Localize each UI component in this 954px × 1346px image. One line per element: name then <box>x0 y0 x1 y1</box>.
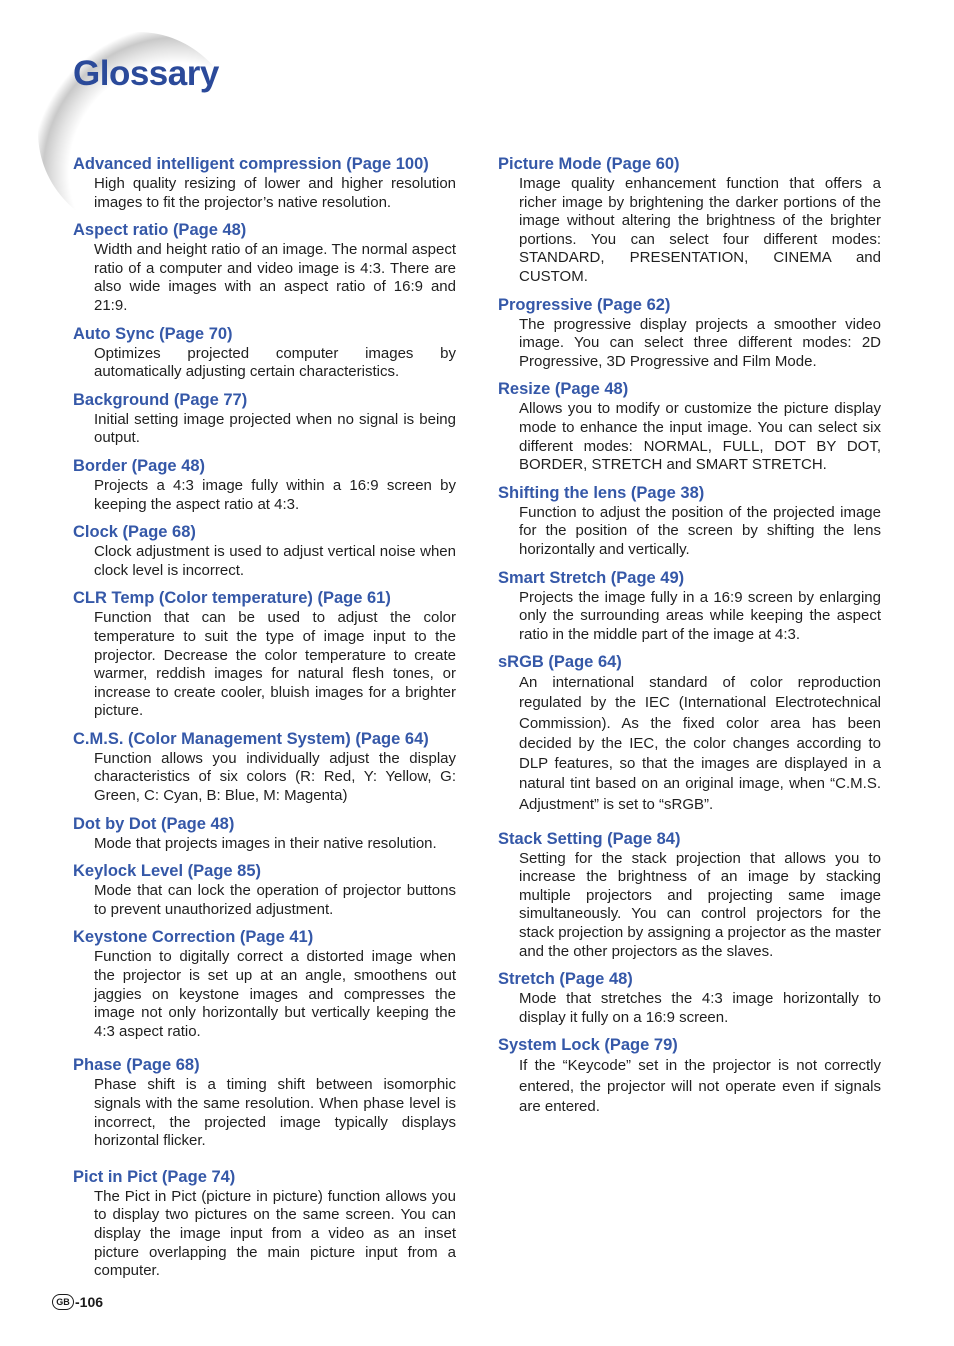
glossary-term: Keylock Level (Page 85) <box>73 862 262 881</box>
glossary-definition: The progressive display projects a smoother video image. You can select three different modes: 2D Progressive, 3D Progressive and Film Mode. <box>519 315 881 370</box>
glossary-entry <box>73 927 456 1041</box>
glossary-term: Stack Setting (Page 84) <box>498 829 681 848</box>
glossary-entry <box>73 1055 456 1150</box>
glossary-definition: If the “Keycode” set in the projector is not correctly entered, the projector will not operate even if signals are entered. <box>519 1057 881 1116</box>
glossary-term: Keystone Correction (Page 41) <box>73 928 314 947</box>
glossary-definition: Clock adjustment is used to adjust vertical noise when clock level is incorrect. <box>94 543 456 579</box>
page-number: -106 <box>75 1294 104 1310</box>
glossary-entry <box>73 154 456 212</box>
glossary-definition: Setting for the stack projection that allows you to increase the brightness of an image by stacking multiple projectors and projecting same image simultaneously. You can control projectors for the stack projection by assigning a projector as the master and the other projectors as the slaves. <box>519 849 881 960</box>
glossary-entry <box>498 379 881 474</box>
page-title: Glossary <box>73 54 219 93</box>
glossary-definition: The Pict in Pict (picture in picture) function allows you to display two pictures on the same screen. You can display the image input from a video as an inset picture overlapping the main picture input from a computer. <box>94 1187 456 1280</box>
glossary-definition: Allows you to modify or customize the picture display mode to enhance the input image. You can select six different modes: NORMAL, FULL, DOT BY DOT, BORDER, STRETCH and SMART STRETCH. <box>519 400 881 474</box>
glossary-definition: Optimizes projected computer images by automatically adjusting certain characteristics. <box>94 344 456 381</box>
glossary-term: Background (Page 77) <box>73 390 248 409</box>
glossary-entry <box>73 456 456 514</box>
glossary-entry <box>498 1035 881 1118</box>
glossary-term: Auto Sync (Page 70) <box>73 324 233 343</box>
glossary-definition: Phase shift is a timing shift between isomorphic signals with the same resolution. When phase level is incorrect, the projected image typically displays horizontal flicker. <box>94 1076 456 1150</box>
glossary-entry <box>498 483 881 560</box>
glossary-column-left <box>73 154 456 1281</box>
glossary-term: Pict in Pict (Page 74) <box>73 1167 236 1186</box>
glossary-entry <box>73 588 456 721</box>
glossary-definition: Projects a 4:3 image fully within a 16:9 screen by keeping the aspect ratio at 4:3. <box>94 476 456 513</box>
region-badge: GB <box>52 1294 74 1310</box>
glossary-term: Resize (Page 48) <box>498 380 629 399</box>
glossary-entry <box>73 1167 456 1281</box>
glossary-entry <box>498 652 881 814</box>
glossary-term: Border (Page 48) <box>73 456 206 475</box>
glossary-entry <box>498 295 881 372</box>
page-footer <box>52 1294 103 1310</box>
glossary-entry <box>73 861 456 919</box>
glossary-term: Aspect ratio (Page 48) <box>73 221 247 240</box>
glossary-definition: Width and height ratio of an image. The normal aspect ratio of a computer and video image is 4:3. There are also wide images with an aspect ratio of 16:9 and 21:9. <box>94 241 456 314</box>
glossary-definition: Image quality enhancement function that offers a richer image by brightening the darker portions of the image without altering the brightness of the brighter portions. You can select four different modes: STANDARD, PRESENTATION, CINEMA and CUSTOM. <box>519 175 881 285</box>
glossary-term: Shifting the lens (Page 38) <box>498 483 705 502</box>
glossary-term: CLR Temp (Color temperature) (Page 61) <box>73 589 391 608</box>
glossary-term: C.M.S. (Color Management System) (Page 64) <box>73 729 429 748</box>
glossary-term: Clock (Page 68) <box>73 523 196 542</box>
glossary-entry <box>498 568 881 645</box>
glossary-entry <box>73 220 456 315</box>
glossary-definition: Mode that stretches the 4:3 image horizontally to display it fully on a 16:9 screen. <box>519 990 881 1026</box>
glossary-term: Dot by Dot (Page 48) <box>73 814 235 833</box>
glossary-definition: Projects the image fully in a 16:9 screen by enlarging only the surrounding areas while keeping the aspect ratio in the middle part of the image at 4:3. <box>519 588 881 643</box>
glossary-definition: Function allows you individually adjust the display characteristics of six colors (R: Red, Y: Yellow, G: Green, C: Cyan, B: Blue, M: Magenta) <box>94 749 456 805</box>
glossary-definition: An international standard of color reproduction regulated by the IEC (International Electrotechnical Commission). As the fixed color area has been decided by the IEC, the color changes according to DLP features, so that the images are displayed in a natural tint based on an original image, when “C.M.S. Adjustment” is set to “sRGB”. <box>519 674 881 813</box>
glossary-definition: Mode that projects images in their native resolution. <box>94 834 437 852</box>
glossary-term: Phase (Page 68) <box>73 1056 200 1075</box>
glossary-entry <box>498 154 881 287</box>
glossary-term: sRGB (Page 64) <box>498 653 622 672</box>
glossary-definition: Function to digitally correct a distorted image when the projector is set up at an angle, smoothens out jaggies on keystone images and compresses the image not only horizontally but vertically keeping the 4:3 aspect ratio. <box>94 948 456 1040</box>
glossary-entry <box>73 814 456 854</box>
glossary-entry <box>73 729 456 806</box>
glossary-definition: Function that can be used to adjust the color temperature to suit the type of image input to the projector. Decrease the color temperature to create warmer, reddish images for natural flesh tones, or increase to create cooler, bluish images for a brighter picture. <box>94 609 456 720</box>
glossary-column-right <box>498 154 881 1118</box>
glossary-entry <box>73 522 456 580</box>
glossary-definition: Function to adjust the position of the projected image for the position of the screen by shifting the lens horizontally and vertically. <box>519 503 881 558</box>
glossary-term: Smart Stretch (Page 49) <box>498 568 685 587</box>
glossary-term: Picture Mode (Page 60) <box>498 155 680 173</box>
glossary-term: Advanced intelligent compression (Page 100) <box>73 155 429 173</box>
glossary-definition: Mode that can lock the operation of projector buttons to prevent unauthorized adjustment. <box>94 882 456 918</box>
glossary-term: Progressive (Page 62) <box>498 295 671 314</box>
glossary-entry <box>498 829 881 962</box>
glossary-entry <box>498 969 881 1027</box>
glossary-definition: High quality resizing of lower and higher resolution images to fit the projector’s native resolution. <box>94 175 456 211</box>
glossary-entry <box>73 324 456 382</box>
glossary-entry <box>73 390 456 448</box>
glossary-term: System Lock (Page 79) <box>498 1036 678 1055</box>
glossary-definition: Initial setting image projected when no signal is being output. <box>94 410 456 447</box>
glossary-term: Stretch (Page 48) <box>498 970 633 989</box>
